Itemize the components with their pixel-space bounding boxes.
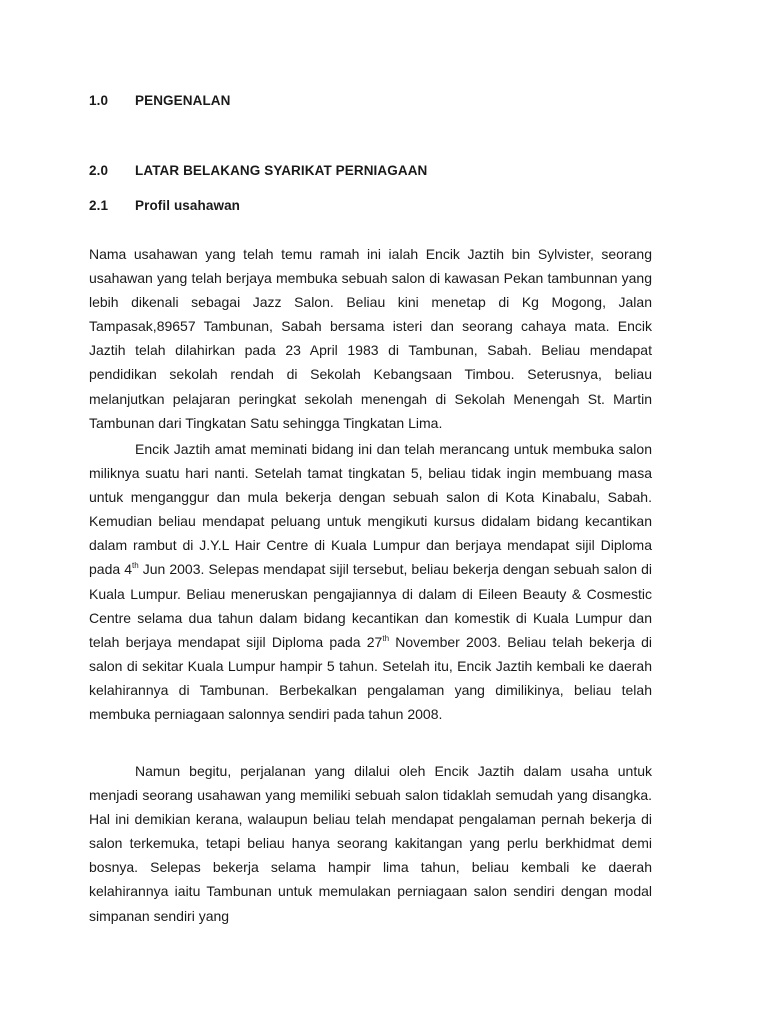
paragraph-profile: Nama usahawan yang telah temu ramah ini ialah Encik Jaztih bin Sylvister, seorang usahawan yang telah berjaya membuka sebuah salon di kawasan Pekan tambunnan yang lebih dikenali sebagai Jazz Salon. Beliau kini menetap di Kg Mogong, Jalan Tampasak,89657 Tambunan, Sabah bersama isteri dan seorang cahaya mata. Encik Jaztih telah dilahirkan pada 23 April 1983 di Tambunan, Sabah. Beliau mendapat pendidikan sekolah rendah di Sekolah Kebangsaan Timbou. Seterusnya, beliau melanjutkan pelajaran peringkat sekolah menengah di Sekolah Menengah St. Martin Tambunan dari Tingkatan Satu sehingga Tingkatan Lima. bbox=[89, 246, 652, 431]
subsection-heading-2-1 bbox=[89, 198, 240, 213]
paragraph-text: Encik Jaztih amat meminati bidang ini dan telah merancang untuk membuka salon miliknya suatu hari nanti. Setelah tamat tingkatan 5, beliau tidak ingin membuang masa untuk menganggur dan mula bekerja dengan sebuah salon di Kota Kinabalu, Sabah. Kemudian beliau mendapat peluang untuk mengikuti kursus didalam bidang kecantikan dalam rambut di J.Y.L Hair Centre di Kuala Lumpur dan berjaya mendapat sijil Diploma pada 4 bbox=[89, 441, 652, 578]
section-number: 1.0 bbox=[89, 93, 109, 108]
ordinal-suffix: th bbox=[382, 633, 390, 643]
section-number: 2.1 bbox=[89, 198, 109, 213]
paragraph-challenges: Namun begitu, perjalanan yang dilalui oleh Encik Jaztih dalam usaha untuk menjadi seorang usahawan yang memiliki sebuah salon tidaklah semudah yang disangka. Hal ini demikian kerana, walaupun beliau telah mendapat pengalaman pernah bekerja di salon terkemuka, tetapi beliau hanya seorang kakitangan yang perlu berkhidmat demi bosnya. Selepas bekerja selama hampir lima tahun, beliau kembali ke daerah kelahirannya iaitu Tambunan untuk memulakan perniagaan salon sendiri dengan modal simpanan sendiri yang bbox=[89, 763, 652, 924]
section-heading-1 bbox=[89, 93, 231, 108]
paragraph-career bbox=[89, 437, 652, 726]
section-heading-2 bbox=[89, 163, 427, 178]
ordinal-suffix: th bbox=[132, 561, 139, 571]
paragraph-text: November 2003. Beliau telah bekerja di salon di sekitar Kuala Lumpur hampir 5 tahun. Setelah itu, Encik Jaztih kembali ke daerah kelahirannya di Tambunan. Berbekalkan pengalaman yang dimilikinya, beliau telah membuka perniagaan salonnya sendiri pada tahun 2008. bbox=[89, 633, 652, 723]
section-title: PENGENALAN bbox=[135, 93, 231, 108]
section-title: LATAR BELAKANG SYARIKAT PERNIAGAAN bbox=[135, 163, 428, 178]
section-title: Profil usahawan bbox=[135, 198, 241, 213]
section-number: 2.0 bbox=[89, 163, 109, 178]
paragraph-text: Jun 2003. Selepas mendapat sijil tersebut, beliau bekerja dengan sebuah salon di Kuala Lumpur. Beliau meneruskan pengajiannya di dalam di Eileen Beauty & Cosmestic Centre selama dua tahun dalam bidang kecantikan dan komestik di Kuala Lumpur dan telah berjaya mendapat sijil Diploma pada 27 bbox=[89, 561, 653, 650]
